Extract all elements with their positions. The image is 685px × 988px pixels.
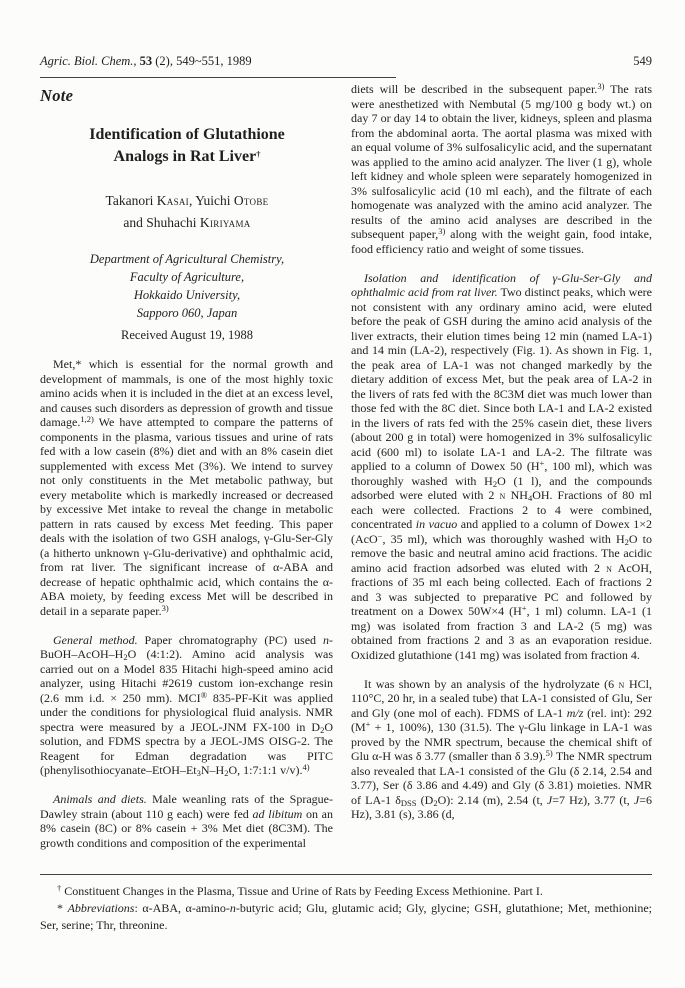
received-date: Received August 19, 1988 <box>121 328 253 342</box>
paragraph: diets will be described in the subsequent paper.$^{3)}$ The rats were anesthetized with Nembutal (5 mg/100 g body wt.) on day 7 or day 14 to obtain the liver, kidneys, spleen and plasma from the abdominal aorta. The aortal plasma was mixed with an equal volume of 3% sulfosalicylic acid, and the supernatant was applied to the amino acid analyzer. The liver (1 g), whole left kidney and whole spleen were separately homogenized in 3% sulfosalicylic acid (10 ml each), and the filtrate of each homogenate was analyzed with the amino acid analyzer. The results of the amino acid analyses are described in the subsequent paper,$^{3)}$ along with the weight gain, food intake, food efficiency ratio and weight of some tissues. <box>351 82 652 256</box>
affiliation-line: Department of Agricultural Chemistry, <box>89 252 285 266</box>
paragraph: General method. Paper chromatography (PC) used $n-BuOH-AcOH-H_2O$ (4:1:2). Amino acid analysis was carried out on a Model 835 Hitachi high-speed amino acid analyzer, using Hitachi #2619 custom ion-exchange resin (2.6 mm i.d. × 250 mm). MCI® 835-PF-Kit was applied under the conditions for physiological fluid analysis. NMR spectra were measured by a JEOL-JNM FX-100 in $D_2O$ solution, and FDMS spectra by a JEOL-JMS OISG-2. The Reagent for Edman degradation was PITC ($phenylisothiocyanate-EtOH-Et_3N-H_2O$, 1:7:1:1 v/v).$^{4)}$ <box>40 632 333 778</box>
author-surname: Kasai <box>156 193 189 208</box>
paragraph: Isolation and identification of γ-Glu-Ser-Gly and ophthalmic acid from rat liver. Two distinct peaks, which were not consistent with any ordinary amino acid, were eluted before the peak of GSH during the amino acid analysis of the liver extracts, their elution times being 12 min (named LA-1) and 14 min (LA-2), respectively (Fig. 1). As shown in Fig. 1, the peak area of LA-1 was not changed markedly by the dietary addition of excess Met, but the peak area of LA-2 in the livers of rats fed with the 8C3M diet was much lower than those fed with the 8C diet. Since both LA-1 and LA-2 existed in the livers of rats fed with the 25% casein diet, these livers (about 200 g in total) were homogenized in 3% sulfosalicylic acid (600 ml) to isolate LA-1 and LA-2. The filtrate was applied to a column of Dowex 50 (H+, 100 ml), which was thoroughly washed with $H_2O$ (1 l), and the compounds adsorbed were eluted with 2 n $NH_4OH$. Fractions of 80 ml each were collected. Fractions 2 to 4 were combined, concentrated in vacuo and applied to a column of Dowex 1×2 (AcO−, 35 ml), which was thoroughly washed with $H_2O$ to remove the basic and neutral amino acid fractions. The acidic amino acid fraction adsorbed was eluted with 2 n AcOH, fractions of 35 ml each being collected. Each of fractions 2 and 3 was subjected to preparative PC and followed by treatment on a Dowex 50W×4 (H+, 1 ml) column. LA-1 (1 mg) was isolated from fraction 3 and LA-2 (5 mg) was obtained from fractions 2 and 3 as an evaporation residue. Oxidized glutathione (141 mg) was isolated from fraction 4. <box>351 270 652 662</box>
paragraph: It was shown by an analysis of the hydrolyzate (6 n HCl, 110°C, 20 hr, in a sealed tube) that LA-1 consisted of Glu, Ser and Gly (one mol of each). FDMS of LA-1 m/z (rel. int): 292 (M+ + 1, 100%), 130 (31.5). The γ-Glu linkage in LA-1 was proved by the NMR spectrum, because the chemical shift of Glu α-H was δ 3.77 (smaller than δ 3.9).$^{5)}$ The NMR spectrum also revealed that LA-1 consisted of the Glu (δ 2.14, 2.54 and 3.77), Ser (δ 3.86 and 4.49) and Gly (δ 3.81) moieties. NMR of LA-1 $\delta_{DSS}$ $(D_2O)$: 2.14 (m), 2.54 (t, J=7 Hz), 3.77 (t, J=6 Hz), 3.81 (s), 3.86 (d, <box>351 676 652 821</box>
journal-citation <box>40 54 252 69</box>
paragraph: Met,* which is essential for the normal growth and development of mammals, is one of the most highly toxic amino acids when it is included in the diet at an excess level, and causes such disorders as depression of growth and tissue damage.$^{1,2)}$ We have attempted to compare the patterns of components in the plasma, various tissues and urine of rats fed with a low casein (8%) diet and with an 8% casein diet supplemented with excess Met (3%). We intend to survey not only constituents in the Met metabolic pathway, but every metabolite which is markedly increased or decreased by excessive Met intake to reveal the change in metabolic pattern in rats caused by excess Met feeding. This paper deals with the isolation of two GSH analogs, γ-Glu-Ser-Gly (a hitherto unknown γ-Glu-derivative) and ophthalmic acid, from rat liver. The significant increase of α-ABA and decrease of hepatic ophthalmic acid, which contains the α-ABA moiety, by feeding excess Met will be described in detail in a separate paper.$^{3)}$ <box>40 357 333 618</box>
affiliation <box>40 250 334 322</box>
page-header <box>40 54 652 69</box>
front-matter <box>40 124 334 344</box>
page-number: 549 <box>633 54 652 68</box>
author-surname: Otobe <box>233 193 269 208</box>
journal-name: Agric. Biol. Chem., <box>40 54 140 68</box>
title-line-1: Identification of Glutathione <box>89 126 285 143</box>
footnotes-section <box>40 874 652 934</box>
header-rule <box>40 77 396 78</box>
section-label: Note <box>40 86 74 105</box>
paragraph: Animals and diets. Male weanling rats of the Sprague-Dawley strain (about 110 g each) were fed ad libitum on an 8% casein (8C) or 8% casein + 3% Met diet (8C3M). The growth conditions and composition of the experimental <box>40 792 333 850</box>
paragraph: * Abbreviations: α-ABA, α-amino-n-butyric acid; Glu, glutamic acid; Gly, glycine; GSH, glutathione; Met, methionine; Ser, serine; Thr, threonine. <box>40 901 652 932</box>
affiliation-line: Faculty of Agriculture, <box>129 270 245 284</box>
paragraph: † Constituent Changes in the Plasma, Tissue and Urine of Rats by Feeding Excess Methionine. Part I. <box>57 883 543 898</box>
affiliation-line: Hokkaido University, <box>133 288 241 302</box>
authors <box>40 190 334 234</box>
issue-pages-year: (2), 549~551, 1989 <box>152 54 252 68</box>
affiliation-line: Sapporo 060, Japan <box>136 306 238 320</box>
authors-line-1: Takanori Kasai, Yuichi Otobe <box>105 193 269 208</box>
right-column <box>351 82 652 822</box>
volume-number: 53 <box>139 54 153 68</box>
author-surname: Kiriyama <box>199 215 251 230</box>
left-column <box>40 357 333 850</box>
article-title <box>40 124 334 168</box>
title-dagger: † <box>256 149 261 159</box>
title-line-2: Analogs in Rat Liver† <box>113 148 261 165</box>
authors-line-2: and Shuhachi Kiriyama <box>123 215 251 230</box>
